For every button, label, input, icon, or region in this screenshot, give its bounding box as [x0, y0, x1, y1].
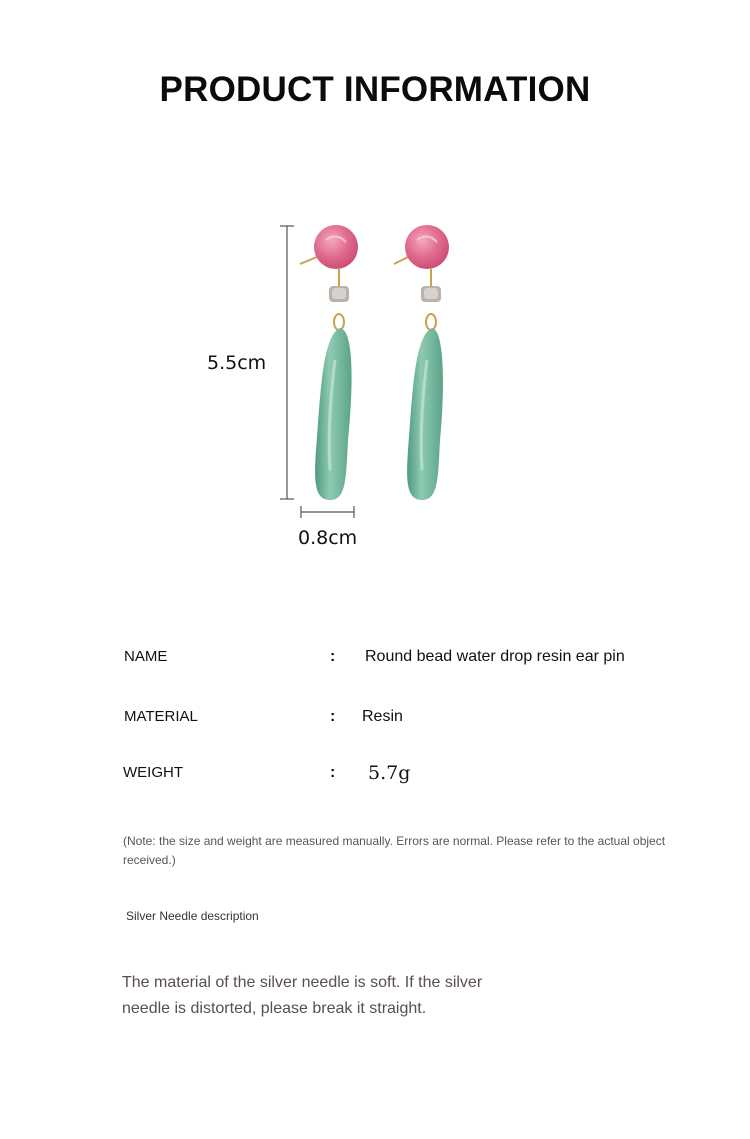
earring-product-image	[0, 200, 750, 570]
right-earring	[394, 225, 449, 500]
silver-needle-heading: Silver Needle description	[126, 909, 259, 923]
width-dimension-line	[301, 506, 354, 518]
spec-label-weight: WEIGHT	[123, 764, 183, 781]
left-earring	[300, 225, 358, 500]
spec-value-weight: 5.7g	[368, 762, 411, 784]
spec-row-name	[0, 648, 750, 678]
spec-row-material	[0, 708, 750, 738]
spec-value-name: Round bead water drop resin ear pin	[365, 648, 625, 665]
height-dimension-line	[280, 226, 294, 499]
height-dimension-label: 5.5cm	[207, 352, 267, 374]
spec-separator: :	[330, 708, 336, 725]
silver-needle-description: The material of the silver needle is soft. If the silver needle is distorted, please break it straight.	[122, 974, 483, 1017]
width-dimension-label: 0.8cm	[298, 527, 358, 549]
page-title: PRODUCT INFORMATION	[159, 70, 591, 109]
spec-label-name: NAME	[124, 648, 168, 665]
spec-row-weight	[0, 764, 750, 794]
spec-separator: :	[330, 764, 336, 781]
spec-separator: :	[330, 648, 336, 665]
spec-label-material: MATERIAL	[124, 708, 198, 725]
spec-value-material: Resin	[362, 708, 403, 725]
measurement-note: (Note: the size and weight are measured manually. Errors are normal. Please refer to the actual object received.)	[123, 834, 666, 867]
